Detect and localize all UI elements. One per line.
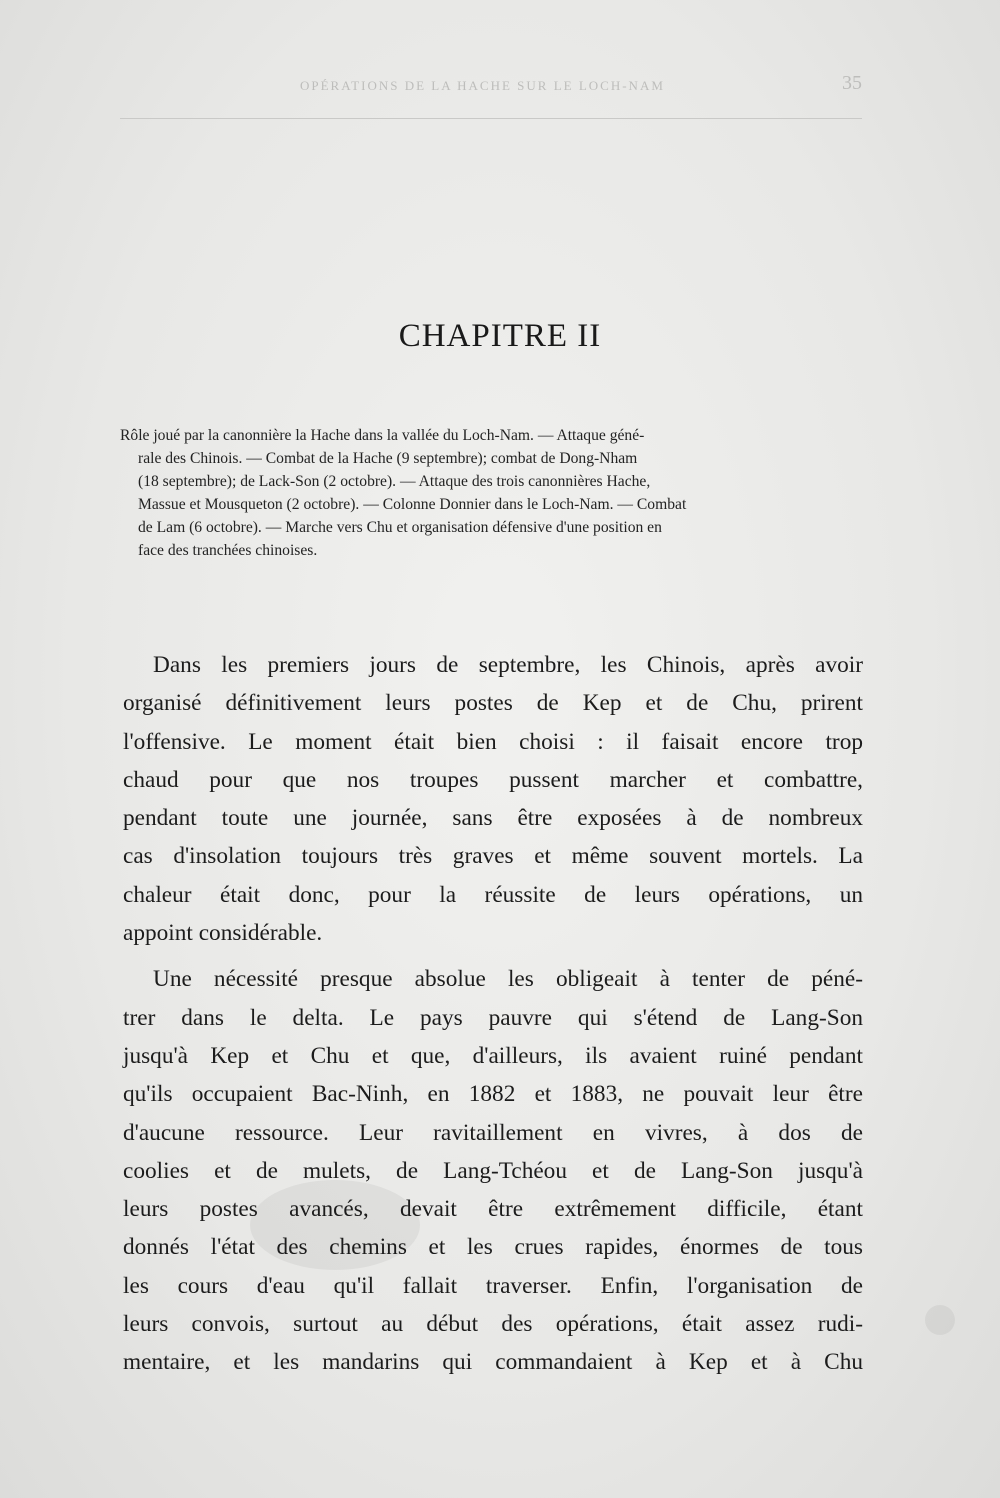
body-text (123, 646, 863, 1382)
text-line: les cours d'eau qu'il fallait traverser. Enfin, l'organisation de (123, 1272, 863, 1299)
text-line: leurs convois, surtout au début des opérations, était assez rudi- (123, 1311, 863, 1338)
paper-stain (925, 1305, 955, 1335)
paragraph-1 (123, 646, 863, 952)
summary-line: Massue et Mousqueton (2 octobre). — Colonne Donnier dans le Loch-Nam. — Combat (138, 496, 687, 513)
text-line: jusqu'à Kep et Chu et que, d'ailleurs, ils avaient ruiné pendant (123, 1042, 863, 1069)
text-line: pendant toute une journée, sans être exposées à de nombreux (123, 805, 863, 832)
summary-line: rale des Chinois. — Combat de la Hache (9 septembre); combat de Dong-Nham (138, 450, 638, 467)
text-line: Une nécessité presque absolue les obligeait à tenter de péné- (153, 966, 863, 993)
text-line: donnés l'état des chemins et les crues rapides, énormes de tous (123, 1234, 863, 1261)
text-line: cas d'insolation toujours très graves et même souvent mortels. La (123, 843, 863, 870)
text-line: chaleur était donc, pour la réussite de leurs opérations, un (123, 881, 863, 908)
text-line: qu'ils occupaient Bac-Ninh, en 1882 et 1883, ne pouvait leur être (123, 1081, 863, 1108)
running-head (120, 72, 862, 102)
chapter-summary (120, 424, 862, 562)
text-line: Dans les premiers jours de septembre, les Chinois, après avoir (153, 652, 863, 678)
text-line: trer dans le delta. Le pays pauvre qui s'étend de Lang-Son (123, 1004, 863, 1031)
text-line: coolies et de mulets, de Lang-Tchéou et de Lang-Son jusqu'à (123, 1157, 863, 1184)
text-line: appoint considérable. (123, 920, 323, 947)
text-line: l'offensive. Le moment était bien choisi : il faisait encore trop (123, 728, 863, 755)
summary-line: de Lam (6 octobre). — Marche vers Chu et organisation défensive d'une position en (138, 519, 662, 536)
text-line: chaud pour que nos troupes pussent marcher et combattre, (123, 766, 863, 793)
paragraph-2 (123, 960, 863, 1381)
page-number: 35 (842, 72, 862, 94)
running-head-text: OPÉRATIONS DE LA HACHE SUR LE LOCH-NAM (300, 78, 665, 93)
summary-line: (18 septembre); de Lack-Son (2 octobre). — Attaque des trois canonnières Hache, (138, 473, 651, 490)
text-line: d'aucune ressource. Leur ravitaillement en vivres, à dos de (123, 1119, 863, 1146)
summary-line: Rôle joué par la canonnière la Hache dans la vallée du Loch-Nam. — Attaque géné- (120, 427, 645, 444)
text-line: organisé définitivement leurs postes de Kep et de Chu, prirent (123, 690, 863, 717)
text-line: leurs postes avancés, devait être extrêmement difficile, étant (123, 1196, 863, 1223)
header-rule (120, 118, 862, 119)
text-line: mentaire, et les mandarins qui commandaient à Kep et à Chu (123, 1349, 863, 1376)
chapter-title: CHAPITRE II (398, 318, 602, 354)
summary-line: face des tranchées chinoises. (138, 542, 318, 559)
